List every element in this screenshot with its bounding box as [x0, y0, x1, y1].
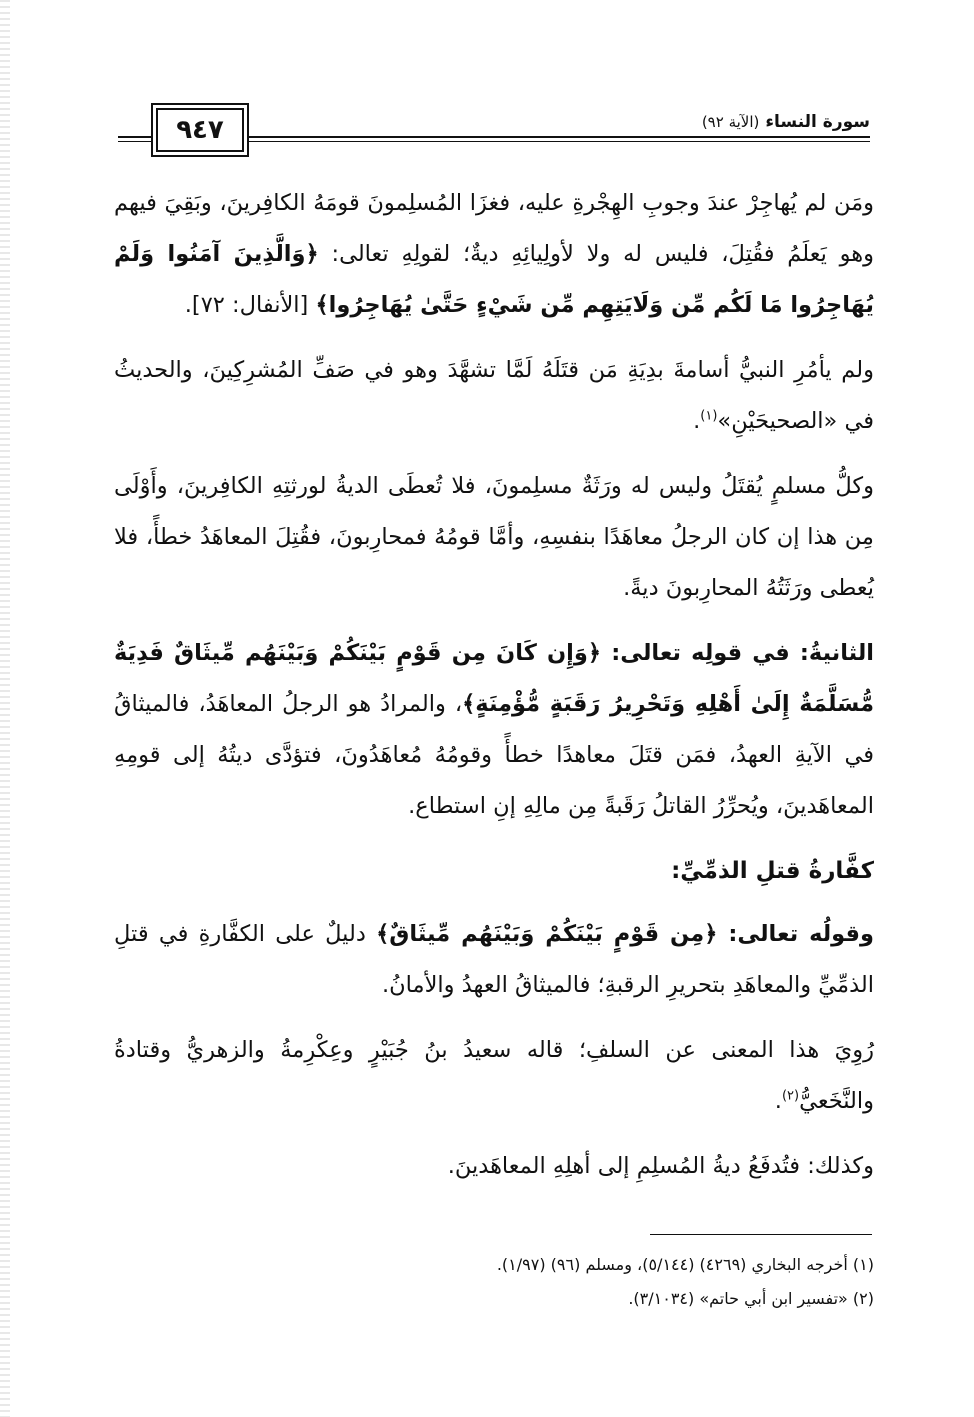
- paragraph: [114, 1025, 874, 1127]
- paragraph-label: الثانيةُ: في قولِه تعالى:: [601, 640, 874, 666]
- paragraph: [114, 1141, 874, 1192]
- paragraph-group-2: [114, 909, 874, 1192]
- paragraph-text: .: [693, 408, 701, 434]
- footnote-2: (٢) «تفسير ابن أبي حاتم» (٣/١٠٣٤).: [628, 1289, 874, 1308]
- paragraph-label: وقولُه تعالى:: [717, 921, 874, 947]
- surah-title: [694, 108, 870, 136]
- paragraph: [114, 461, 874, 614]
- footnote-ref: (١): [700, 408, 718, 424]
- page-number: ٩٤٧: [156, 108, 244, 152]
- quran-verse: ﴿وَإِن كَانَ مِن قَوْمٍ بَيْنَكُمْ وَبَيْنَهُم مِّيثَاقٌ فَدِيَةٌ مُّسَلَّمَةٌ إِلَىٰ أَهْلِهِ وَتَحْرِيرُ رَقَبَةٍ مُّؤْمِنَةٍ﴾: [114, 640, 874, 717]
- paragraph-group-1: [114, 178, 874, 832]
- paragraph-text: [الأنفال: ٧٢].: [184, 292, 316, 318]
- paragraph-text: رُوِيَ هذا المعنى عن السلفِ؛ قاله سعيدُ بنُ جُبَيْرٍ وعِكْرِمةُ والزهريُّ وقتادةُ والنَّخَعيُّ: [114, 1037, 874, 1114]
- paragraph: [114, 178, 874, 331]
- paragraph-text: دليلٌ على الكفَّارةِ في قتلِ الذمِّيِّ والمعاهَدِ بتحريرِ الرقبةِ؛ فالميثاقُ العهدُ والأمانُ.: [114, 921, 874, 998]
- quran-verse: ﴿مِن قَوْمٍ بَيْنَكُمْ وَبَيْنَهُم مِّيثَاقٌ﴾: [376, 921, 718, 947]
- ayah-reference: (الآية ٩٢): [701, 113, 760, 131]
- surah-name: سورة النساء: [765, 112, 870, 132]
- paragraph-text: وكلُّ مسلمٍ يُقتَلُ وليس له ورَثَةٌ مسلِمونَ، فلا تُعطَى الديةُ لورثتِهِ الكافِرينَ، وأَوْلَى مِن هذا إن كان الرجلُ معاهَدًا بنفسِهِ، وأمَّا قومُهُ فمحارِبونَ، فقُتِلَ المعاهَدُ خطأً، فلا يُعطى ورَثَتُهُ المحارِبونَ ديةً.: [114, 473, 874, 601]
- footnote-1: (١) أخرجه البخاري (٤٢٦٩) (٥/١٤٤)، ومسلم (٩٦) (١/٩٧).: [496, 1255, 874, 1274]
- footnote-ref: (٢): [781, 1088, 800, 1104]
- footnote-rule: [650, 1234, 872, 1235]
- paragraph-text: .: [774, 1088, 782, 1114]
- page-header: [118, 108, 870, 158]
- paragraph-text: ، والمرادُ هو الرجلُ المعاهَدُ، فالميثاقُ في الآيةِ العهدُ، فمَن قتَلَ معاهدًا خطأً وقومُهُ مُعاهَدُونَ، فتؤدَّى ديتُهُ إلى قومِهِ المعاهَدينَ، ويُحرِّرُ القاتلُ رَقَبةً مِن مالِهِ إنِ استطاع.: [114, 691, 874, 819]
- paragraph: [114, 909, 874, 1011]
- paragraph-text: ولم يأمُرِ النبيُّ أسامةَ بدِيَةِ مَن قتَلَهُ لَمَّا تشهَّدَ وهو في صَفِّ المُشرِكِينَ، والحديثُ في «الصحيحَيْنِ»: [114, 357, 874, 434]
- paragraph: [114, 345, 874, 447]
- footnotes: [114, 1248, 874, 1316]
- quran-verse: ﴿وَالَّذِينَ آمَنُوا وَلَمْ يُهَاجِرُوا مَا لَكُم مِّن وَلَايَتِهِم مِّن شَيْءٍ حَتَّىٰ يُهَاجِرُوا﴾: [114, 241, 874, 318]
- paragraph-text: ومَن لم يُهاجِرْ عندَ وجوبِ الهِجْرةِ عليه، فغزَا المُسلِمونَ قومَهُ الكافِرينَ، وبَقِيَ فيهم وهو يَعلَمُ فقُتِلَ، فليس له ولا لأولِيائِهِ ديةٌ؛ لقولِهِ تعالى:: [114, 190, 874, 267]
- main-text: [114, 178, 874, 1206]
- section-heading: كفَّارةُ قتلِ الذمِّيِّ:: [671, 858, 874, 884]
- paragraph: [114, 628, 874, 832]
- paragraph-text: وكذلك: فتُدفَعُ ديةُ المُسلِمِ إلى أهلِهِ المعاهَدينَ.: [447, 1153, 874, 1179]
- scan-edge: [0, 0, 10, 1417]
